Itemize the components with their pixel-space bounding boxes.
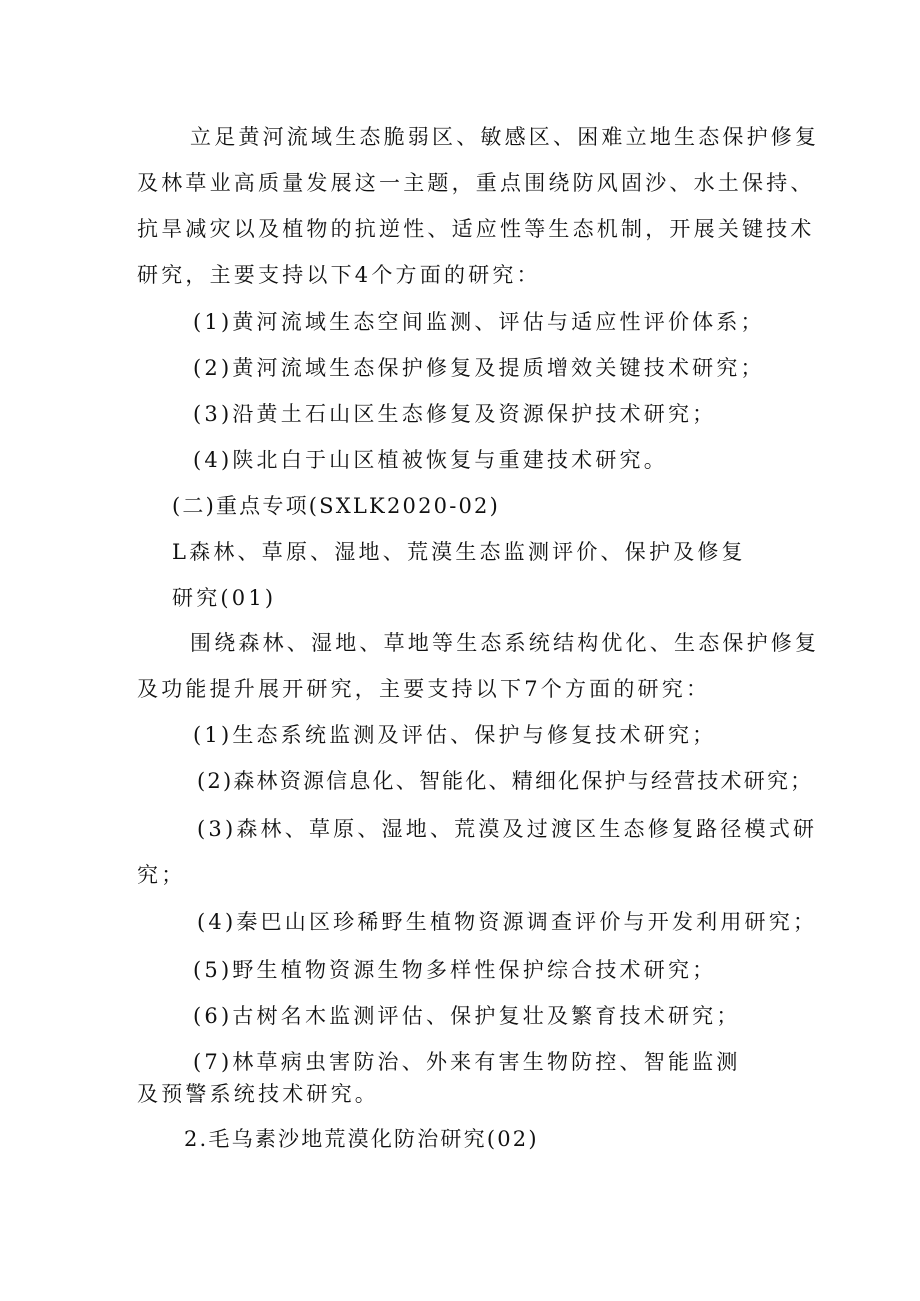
topic1-item-4: (4)秦巴山区珍稀野生植物资源调查评价与开发利用研究； xyxy=(197,910,818,934)
topic1-title-line-2: 研究(01) xyxy=(172,586,277,610)
topic1-item-3-continued: 究； xyxy=(137,863,186,887)
topic1-item-2: (2)森林资源信息化、智能化、精细化保护与经营技术研究； xyxy=(197,769,814,793)
intro-item-4: (4)陕北白于山区植被恢复与重建技术研究。 xyxy=(193,448,668,472)
topic1-title-line-1: L森林、草原、湿地、荒漠生态监测评价、保护及修复 xyxy=(172,540,746,564)
intro-line-2: 及林草业高质量发展这一主题，重点围绕防风固沙、水土保持、 xyxy=(137,171,815,195)
intro-item-3: (3)沿黄土石山区生态修复及资源保护技术研究； xyxy=(193,402,717,426)
intro-item-1: (1)黄河流域生态空间监测、评估与适应性评价体系； xyxy=(193,310,765,334)
section-heading: (二)重点专项(SXLK2020-02) xyxy=(172,494,501,518)
topic1-item-3: (3)森林、草原、湿地、荒漠及过渡区生态修复路径模式研 xyxy=(197,817,818,841)
intro-line-3: 抗旱减灾以及植物的抗逆性、适应性等生态机制，开展关键技术 xyxy=(137,217,815,241)
topic1-item-1: (1)生态系统监测及评估、保护与修复技术研究； xyxy=(193,723,717,747)
intro-line-1: 立足黄河流域生态脆弱区、敏感区、困难立地生态保护修复 xyxy=(190,125,820,149)
intro-item-2: (2)黄河流域生态保护修复及提质增效关键技术研究； xyxy=(193,356,765,380)
intro-line-4: 研究，主要支持以下4个方面的研究： xyxy=(137,263,541,287)
topic2-title: 2.毛乌素沙地荒漠化防治研究(02) xyxy=(184,1127,539,1151)
topic1-body-line-2: 及功能提升展开研究，主要支持以下7个方面的研究： xyxy=(137,677,711,701)
topic1-item-5: (5)野生植物资源生物多样性保护综合技术研究； xyxy=(193,958,717,982)
topic1-item-6: (6)古树名木监测评估、保护复壮及繁育技术研究； xyxy=(193,1004,741,1028)
topic1-body-line-1: 围绕森林、湿地、草地等生态系统结构优化、生态保护修复 xyxy=(190,631,820,655)
topic1-item-7-continued: 及预警系统技术研究。 xyxy=(137,1082,379,1106)
topic1-item-7: (7)林草病虫害防治、外来有害生物防控、智能监测 xyxy=(193,1050,741,1074)
